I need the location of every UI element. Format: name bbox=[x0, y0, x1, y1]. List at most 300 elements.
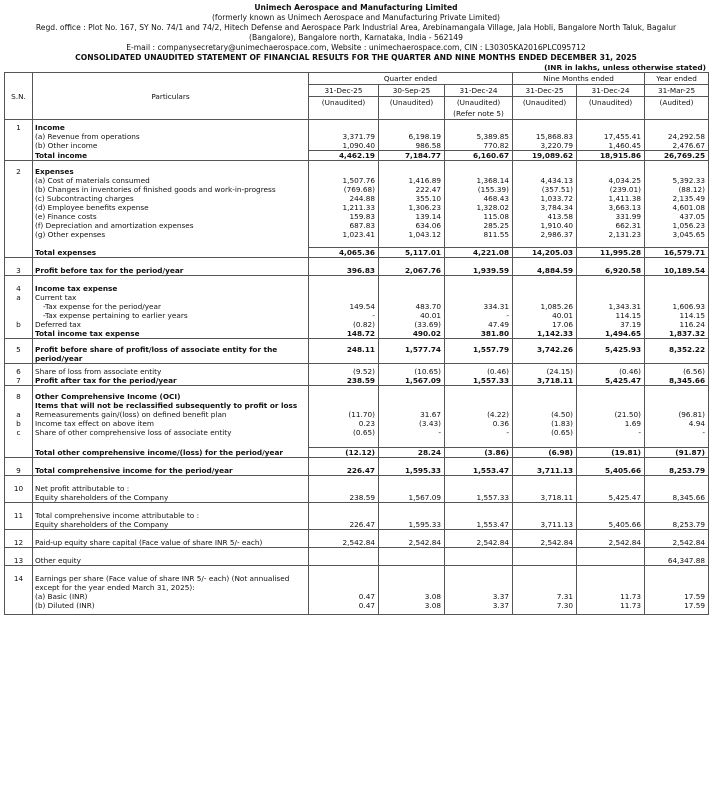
spacer-cell bbox=[309, 548, 379, 557]
statement-row bbox=[5, 448, 709, 458]
row-serial: 8 bbox=[5, 392, 33, 410]
value-cell: 5,405.66 bbox=[577, 466, 645, 476]
value-cell: 238.59 bbox=[309, 484, 379, 503]
spacer-row bbox=[5, 276, 709, 285]
row-serial bbox=[5, 601, 33, 610]
value-cell bbox=[645, 293, 709, 302]
statement-row bbox=[5, 230, 709, 239]
value-cell: 437.05 bbox=[645, 212, 709, 221]
statement-row bbox=[5, 376, 709, 386]
value-cell: 17,455.41 bbox=[577, 132, 645, 141]
spacer-cell bbox=[513, 437, 577, 448]
spacer-cell bbox=[309, 610, 379, 615]
value-cell: 413.58 bbox=[513, 212, 577, 221]
row-label bbox=[33, 132, 309, 141]
spacer-cell bbox=[33, 258, 309, 267]
value-cell: (11.70) bbox=[309, 410, 379, 419]
value-cell: 396.83 bbox=[309, 266, 379, 276]
row-label bbox=[33, 367, 309, 376]
value-cell: 11.73 bbox=[577, 592, 645, 601]
spacer-cell bbox=[309, 276, 379, 285]
statement-row bbox=[5, 592, 709, 601]
row-serial bbox=[5, 311, 33, 320]
value-cell: 811.55 bbox=[445, 230, 513, 239]
row-label bbox=[33, 329, 309, 339]
row-serial: 3 bbox=[5, 266, 33, 276]
value-cell: 40.01 bbox=[379, 311, 445, 320]
row-label bbox=[33, 302, 309, 311]
spacer-cell bbox=[577, 458, 645, 467]
value-cell: 47.49 bbox=[445, 320, 513, 329]
value-cell: 2,542.84 bbox=[513, 538, 577, 548]
row-serial bbox=[5, 203, 33, 212]
row-serial bbox=[5, 448, 33, 458]
statement-row bbox=[5, 284, 709, 293]
statement-row bbox=[5, 302, 709, 311]
value-cell bbox=[513, 392, 577, 410]
former-name: (formerly known as Unimech Aerospace and Manufacturing Private Limited) bbox=[211, 13, 501, 22]
value-cell: 1,494.65 bbox=[577, 329, 645, 339]
spacer-cell bbox=[445, 458, 513, 467]
spacer-cell bbox=[5, 458, 33, 467]
value-cell: (0.46) bbox=[577, 367, 645, 376]
row-label-text: Deferred tax bbox=[35, 320, 81, 329]
value-cell: 148.72 bbox=[309, 329, 379, 339]
spacer-cell bbox=[513, 476, 577, 485]
value-cell: 15,868.83 bbox=[513, 132, 577, 141]
value-cell: 1,090.40 bbox=[309, 141, 379, 151]
spacer-cell bbox=[577, 239, 645, 248]
spacer-cell bbox=[379, 610, 445, 615]
spacer-cell bbox=[5, 610, 33, 615]
value-cell: 222.47 bbox=[379, 185, 445, 194]
statement-row bbox=[5, 428, 709, 437]
value-cell: 26,769.25 bbox=[645, 151, 709, 161]
spacer-cell bbox=[645, 258, 709, 267]
row-label-text: Current tax bbox=[35, 293, 77, 302]
value-cell bbox=[379, 284, 445, 293]
spacer-cell bbox=[513, 239, 577, 248]
value-cell bbox=[645, 167, 709, 176]
value-cell bbox=[309, 556, 379, 566]
spacer-cell bbox=[33, 476, 309, 485]
spacer-cell bbox=[445, 610, 513, 615]
row-label-text: Total comprehensive income attributable to : bbox=[35, 511, 200, 520]
quarter-ended-header: Quarter ended bbox=[309, 73, 513, 85]
spacer-cell bbox=[513, 276, 577, 285]
value-cell: 2,542.84 bbox=[309, 538, 379, 548]
row-serial: c bbox=[5, 428, 33, 437]
spacer-cell bbox=[5, 437, 33, 448]
spacer-row bbox=[5, 566, 709, 575]
row-label bbox=[33, 185, 309, 194]
document-header bbox=[4, 0, 708, 63]
value-cell: 2,476.67 bbox=[645, 141, 709, 151]
value-cell bbox=[645, 574, 709, 592]
spacer-cell bbox=[645, 276, 709, 285]
date-header: 31-Dec-25 bbox=[513, 85, 577, 97]
row-serial: 12 bbox=[5, 538, 33, 548]
spacer-cell bbox=[33, 458, 309, 467]
value-cell bbox=[577, 284, 645, 293]
spacer-cell bbox=[5, 258, 33, 267]
statement-row bbox=[5, 194, 709, 203]
spacer-cell bbox=[577, 476, 645, 485]
statement-row bbox=[5, 392, 709, 410]
status-header: (Unaudited) bbox=[577, 97, 645, 120]
statement-row bbox=[5, 574, 709, 592]
spacer-cell bbox=[645, 503, 709, 512]
spacer-cell bbox=[309, 476, 379, 485]
date-header: 31-Mar-25 bbox=[645, 85, 709, 97]
row-label-text: Share of loss from associate entity bbox=[35, 367, 162, 376]
row-label-text-2: Equity shareholders of the Company bbox=[35, 493, 169, 502]
value-cell: 634.06 bbox=[379, 221, 445, 230]
statement-row bbox=[5, 538, 709, 548]
value-cell: 16,579.71 bbox=[645, 248, 709, 258]
value-cell: 2,131.23 bbox=[577, 230, 645, 239]
value-cell bbox=[309, 293, 379, 302]
value-cell bbox=[445, 167, 513, 176]
row-label-text: Other Comprehensive Income (OCI) bbox=[35, 392, 181, 401]
value-cell bbox=[577, 167, 645, 176]
spacer-cell bbox=[379, 476, 445, 485]
row-label bbox=[33, 221, 309, 230]
spacer-cell bbox=[309, 530, 379, 539]
value-cell: 37.19 bbox=[577, 320, 645, 329]
row-serial: 1 bbox=[5, 123, 33, 132]
row-label-text: (c) Subcontracting charges bbox=[35, 194, 134, 203]
value-cell: (0.65) bbox=[309, 428, 379, 437]
value-cell: (1.83) bbox=[513, 419, 577, 428]
spacer-cell bbox=[513, 548, 577, 557]
value-cell: (0.82) bbox=[309, 320, 379, 329]
financial-results-table bbox=[4, 72, 709, 615]
value-cell: 1.69 bbox=[577, 419, 645, 428]
spacer-cell bbox=[379, 437, 445, 448]
value-cell: (91.87) bbox=[645, 448, 709, 458]
spacer-row bbox=[5, 610, 709, 615]
spacer-cell bbox=[379, 276, 445, 285]
value-cell bbox=[577, 392, 645, 410]
company-name: Unimech Aerospace and Manufacturing Limited bbox=[254, 3, 458, 12]
value-cell: 114.15 bbox=[645, 311, 709, 320]
spacer-cell bbox=[577, 610, 645, 615]
value-cell: 1,557.33 bbox=[445, 376, 513, 386]
value-cell: 24,292.58 bbox=[645, 132, 709, 141]
row-label-text: Profit after tax for the period/year bbox=[35, 376, 177, 385]
value-cell: 986.58 bbox=[379, 141, 445, 151]
value-cell: 17.59 bbox=[645, 592, 709, 601]
value-cell: 238.59 bbox=[309, 376, 379, 386]
row-serial: 9 bbox=[5, 466, 33, 476]
value-cell: (769.68) bbox=[309, 185, 379, 194]
value-cell: 0.47 bbox=[309, 601, 379, 610]
statement-row bbox=[5, 266, 709, 276]
value-cell bbox=[309, 392, 379, 410]
value-cell: (12.12) bbox=[309, 448, 379, 458]
value-cell: 2,542.84 bbox=[577, 538, 645, 548]
row-label bbox=[33, 345, 309, 364]
row-label bbox=[33, 428, 309, 437]
spacer-cell bbox=[445, 437, 513, 448]
spacer-cell bbox=[513, 503, 577, 512]
row-serial bbox=[5, 302, 33, 311]
statement-row bbox=[5, 466, 709, 476]
value-cell: (3.86) bbox=[445, 448, 513, 458]
row-label bbox=[33, 601, 309, 610]
statement-row bbox=[5, 556, 709, 566]
statement-row bbox=[5, 248, 709, 258]
spacer-cell bbox=[445, 276, 513, 285]
spacer-cell bbox=[379, 258, 445, 267]
value-cell bbox=[379, 167, 445, 176]
row-label bbox=[33, 203, 309, 212]
value-cell: 4,462.19 bbox=[309, 151, 379, 161]
row-label-text: Income tax effect on above item bbox=[35, 419, 154, 428]
spacer-cell bbox=[445, 503, 513, 512]
value-cell: 1,033.72 bbox=[513, 194, 577, 203]
value-cell bbox=[645, 284, 709, 293]
spacer-cell bbox=[645, 239, 709, 248]
sn-header: S.N. bbox=[5, 73, 33, 120]
row-serial bbox=[5, 132, 33, 141]
row-label bbox=[33, 230, 309, 239]
row-serial bbox=[5, 176, 33, 185]
value-cell bbox=[513, 556, 577, 566]
value-cell: 1,211.33 bbox=[309, 203, 379, 212]
spacer-cell bbox=[5, 276, 33, 285]
row-label-text: (f) Depreciation and amortization expenses bbox=[35, 221, 194, 230]
value-cell bbox=[577, 123, 645, 132]
value-cell: 6,160.67 bbox=[445, 151, 513, 161]
row-label-text: Other equity bbox=[35, 556, 81, 565]
value-cell: 5,392.33 bbox=[645, 176, 709, 185]
value-cell: 7.30 bbox=[513, 601, 577, 610]
spacer-cell bbox=[513, 458, 577, 467]
row-label bbox=[33, 376, 309, 386]
value-cell: 2,986.37 bbox=[513, 230, 577, 239]
row-label-text: (b) Changes in inventories of finished goods and work-in-progress bbox=[35, 185, 276, 194]
row-serial: 10 bbox=[5, 484, 33, 503]
row-serial: 7 bbox=[5, 376, 33, 386]
value-cell bbox=[645, 392, 709, 410]
value-cell: 1,577.74 bbox=[379, 345, 445, 364]
row-label-text: -Tax expense for the period/year bbox=[43, 302, 161, 311]
status-label: (Unaudited) bbox=[456, 98, 501, 107]
spacer-cell bbox=[577, 503, 645, 512]
value-cell: 1,837.32 bbox=[645, 329, 709, 339]
value-cell: 5,425.47 bbox=[577, 484, 645, 503]
value-cell: (9.52) bbox=[309, 367, 379, 376]
spacer-cell bbox=[645, 548, 709, 557]
value-cell: 1,056.23 bbox=[645, 221, 709, 230]
row-label bbox=[33, 592, 309, 601]
row-serial bbox=[5, 221, 33, 230]
row-label-text: Income bbox=[35, 123, 65, 132]
spacer-cell bbox=[33, 610, 309, 615]
spacer-cell bbox=[445, 566, 513, 575]
value-cell: 114.15 bbox=[577, 311, 645, 320]
spacer-cell bbox=[379, 566, 445, 575]
spacer-cell bbox=[309, 239, 379, 248]
statement-row bbox=[5, 601, 709, 610]
value-cell: (21.50) bbox=[577, 410, 645, 419]
row-label bbox=[33, 266, 309, 276]
row-serial bbox=[5, 185, 33, 194]
value-cell bbox=[513, 167, 577, 176]
value-cell: (6.56) bbox=[645, 367, 709, 376]
value-cell: 381.80 bbox=[445, 329, 513, 339]
value-cell: 226.47 bbox=[309, 511, 379, 530]
value-cell: 4,434.13 bbox=[513, 176, 577, 185]
row-label bbox=[33, 293, 309, 302]
value-cell: 8,345.66 bbox=[645, 484, 709, 503]
statement-row bbox=[5, 151, 709, 161]
spacer-cell bbox=[33, 239, 309, 248]
spacer-row bbox=[5, 530, 709, 539]
value-cell: 0.23 bbox=[309, 419, 379, 428]
value-cell: 1,142.33 bbox=[513, 329, 577, 339]
value-cell bbox=[513, 574, 577, 592]
value-cell: - bbox=[645, 428, 709, 437]
row-label-text: Profit before tax for the period/year bbox=[35, 266, 184, 275]
value-cell: 2,542.84 bbox=[445, 538, 513, 548]
spacer-cell bbox=[577, 276, 645, 285]
statement-row bbox=[5, 311, 709, 320]
row-serial bbox=[5, 194, 33, 203]
row-label-text-2: period/year bbox=[35, 354, 83, 363]
row-label bbox=[33, 448, 309, 458]
value-cell: 2,542.84 bbox=[645, 538, 709, 548]
value-cell: 3,711.13 bbox=[513, 511, 577, 530]
value-cell: 3.08 bbox=[379, 592, 445, 601]
statement-row bbox=[5, 167, 709, 176]
currency-unit-note: (INR in lakhs, unless otherwise stated) bbox=[544, 63, 706, 72]
value-cell: 2,542.84 bbox=[379, 538, 445, 548]
value-cell: 8,352.22 bbox=[645, 345, 709, 364]
value-cell: 5,117.01 bbox=[379, 248, 445, 258]
row-serial: 13 bbox=[5, 556, 33, 566]
statement-row bbox=[5, 345, 709, 364]
value-cell: 6,920.58 bbox=[577, 266, 645, 276]
value-cell: 1,416.89 bbox=[379, 176, 445, 185]
spacer-cell bbox=[513, 530, 577, 539]
spacer-row bbox=[5, 458, 709, 467]
value-cell bbox=[379, 123, 445, 132]
value-cell: (0.65) bbox=[513, 428, 577, 437]
value-cell: 6,198.19 bbox=[379, 132, 445, 141]
row-serial: 14 bbox=[5, 574, 33, 592]
spacer-cell bbox=[33, 566, 309, 575]
value-cell: 17.06 bbox=[513, 320, 577, 329]
date-header: 30-Sep-25 bbox=[379, 85, 445, 97]
spacer-cell bbox=[5, 476, 33, 485]
row-label-text: Income tax expense bbox=[35, 284, 118, 293]
value-cell bbox=[513, 123, 577, 132]
row-label bbox=[33, 484, 309, 503]
row-serial bbox=[5, 230, 33, 239]
row-serial: b bbox=[5, 320, 33, 329]
row-label bbox=[33, 419, 309, 428]
value-cell: 5,425.47 bbox=[577, 376, 645, 386]
row-serial: 2 bbox=[5, 167, 33, 176]
row-label-text: Total expenses bbox=[35, 247, 97, 257]
value-cell: 1,910.40 bbox=[513, 221, 577, 230]
value-cell: (19.81) bbox=[577, 448, 645, 458]
spacer-cell bbox=[513, 610, 577, 615]
value-cell: 5,405.66 bbox=[577, 511, 645, 530]
value-cell: - bbox=[577, 428, 645, 437]
value-cell: 40.01 bbox=[513, 311, 577, 320]
row-label-text: Share of other comprehensive loss of associate entity bbox=[35, 428, 232, 437]
spacer-row bbox=[5, 503, 709, 512]
spacer-cell bbox=[5, 566, 33, 575]
value-cell: 490.02 bbox=[379, 329, 445, 339]
row-label bbox=[33, 392, 309, 410]
value-cell: (155.39) bbox=[445, 185, 513, 194]
value-cell: 1,043.12 bbox=[379, 230, 445, 239]
value-cell: (88.12) bbox=[645, 185, 709, 194]
spacer-cell bbox=[645, 530, 709, 539]
spacer-cell bbox=[309, 437, 379, 448]
value-cell: 1,606.93 bbox=[645, 302, 709, 311]
spacer-cell bbox=[5, 503, 33, 512]
status-header: (Unaudited) bbox=[379, 97, 445, 120]
value-cell: 248.11 bbox=[309, 345, 379, 364]
row-label bbox=[33, 311, 309, 320]
value-cell: 159.83 bbox=[309, 212, 379, 221]
row-label-text: (d) Employee benefits expense bbox=[35, 203, 149, 212]
status-header: (Audited) bbox=[645, 97, 709, 120]
row-label-text: Paid-up equity share capital (Face value of share INR 5/- each) bbox=[35, 538, 263, 547]
spacer-cell bbox=[445, 530, 513, 539]
value-cell: 1,507.76 bbox=[309, 176, 379, 185]
spacer-cell bbox=[445, 258, 513, 267]
spacer-cell bbox=[645, 476, 709, 485]
value-cell: 1,567.09 bbox=[379, 484, 445, 503]
row-label bbox=[33, 538, 309, 548]
row-label-text: (a) Revenue from operations bbox=[35, 132, 140, 141]
value-cell: 1,023.41 bbox=[309, 230, 379, 239]
value-cell: 18,915.86 bbox=[577, 151, 645, 161]
value-cell: 7,184.77 bbox=[379, 151, 445, 161]
spacer-cell bbox=[33, 276, 309, 285]
value-cell: 1,306.23 bbox=[379, 203, 445, 212]
value-cell: 0.47 bbox=[309, 592, 379, 601]
row-label bbox=[33, 212, 309, 221]
spacer-cell bbox=[309, 258, 379, 267]
status-header: (Unaudited) bbox=[309, 97, 379, 120]
spacer-cell bbox=[577, 437, 645, 448]
spacer-cell bbox=[577, 530, 645, 539]
value-cell: (33.69) bbox=[379, 320, 445, 329]
spacer-cell bbox=[577, 566, 645, 575]
row-label bbox=[33, 320, 309, 329]
value-cell: 1,085.26 bbox=[513, 302, 577, 311]
row-label-text: (a) Basic (INR) bbox=[35, 592, 88, 601]
row-serial: b bbox=[5, 419, 33, 428]
spacer-row bbox=[5, 548, 709, 557]
spacer-cell bbox=[379, 503, 445, 512]
value-cell: 1,557.79 bbox=[445, 345, 513, 364]
value-cell: 355.10 bbox=[379, 194, 445, 203]
value-cell: 28.24 bbox=[379, 448, 445, 458]
value-cell: 3.37 bbox=[445, 592, 513, 601]
value-cell: 3,371.79 bbox=[309, 132, 379, 141]
value-cell: (96.81) bbox=[645, 410, 709, 419]
value-cell: 331.99 bbox=[577, 212, 645, 221]
